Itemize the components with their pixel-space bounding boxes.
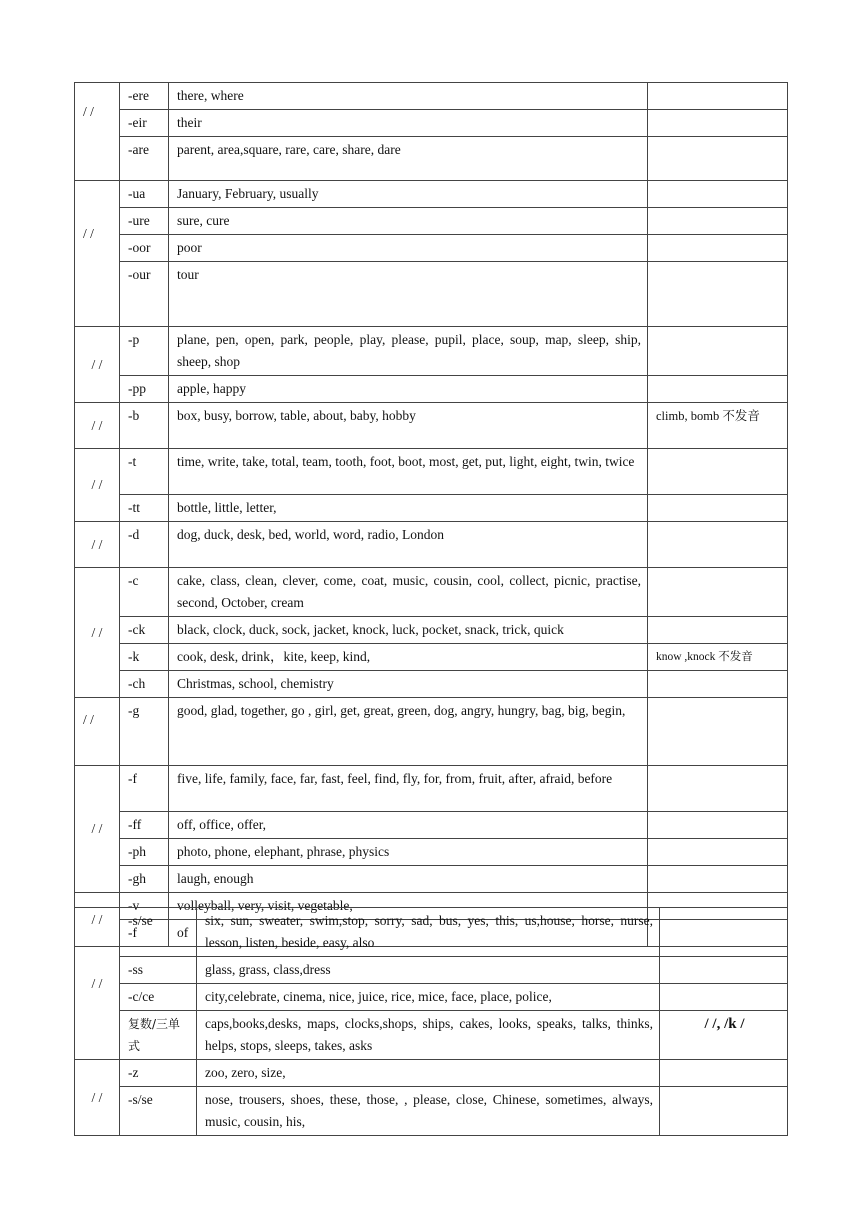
suffix-cell: -ss [120, 957, 197, 984]
note-cell [660, 908, 788, 957]
note-cell [648, 495, 788, 522]
suffix-cell: -ck [120, 617, 169, 644]
suffix-cell: -b [120, 403, 169, 449]
suffix-cell: -c [120, 568, 169, 617]
words-cell: nose, trousers, shoes, these, those, , please, close, Chinese, sometimes, always, music, cousin, his, [197, 1087, 660, 1136]
phoneme-symbol [75, 83, 120, 181]
suffix-cell: -z [120, 1060, 197, 1087]
words-cell: plane, pen, open, park, people, play, please, pupil, place, soup, map, sleep, ship, sheep, shop [169, 327, 648, 376]
suffix-cell: -ff [120, 812, 169, 839]
phoneme-symbol: / / [75, 1060, 120, 1136]
note-cell [648, 698, 788, 766]
suffix-cell: -tt [120, 495, 169, 522]
note-cell [648, 617, 788, 644]
phoneme-symbol: / / [75, 908, 120, 1060]
words-cell: poor [169, 235, 648, 262]
suffix-cell: -ph [120, 839, 169, 866]
note-cell [648, 522, 788, 568]
words-cell: caps,books,desks, maps, clocks,shops, ships, cakes, looks, speaks, talks, thinks, helps, stops, sleeps, takes, asks [197, 1011, 660, 1060]
phoneme-symbol [75, 181, 120, 327]
note-cell [660, 1087, 788, 1136]
words-cell: January, February, usually [169, 181, 648, 208]
note-cell [648, 327, 788, 376]
suffix-cell: -f [120, 920, 169, 947]
note-cell [648, 839, 788, 866]
words-cell: box, busy, borrow, table, about, baby, hobby [169, 403, 648, 449]
note-cell [648, 83, 788, 110]
suffix-cell: -s/se [120, 1087, 197, 1136]
note-cell [648, 262, 788, 327]
words-cell: volleyball, very, visit, vegetable, [169, 893, 648, 920]
suffix-cell: -ch [120, 671, 169, 698]
suffix-cell: -s/se [120, 908, 197, 957]
suffix-cell: -k [120, 644, 169, 671]
note-cell [648, 137, 788, 181]
words-cell: photo, phone, elephant, phrase, physics [169, 839, 648, 866]
words-cell: black, clock, duck, sock, jacket, knock, luck, pocket, snack, trick, quick [169, 617, 648, 644]
words-cell: of [169, 920, 648, 947]
suffix-cell: -our [120, 262, 169, 327]
note-cell [648, 208, 788, 235]
note-cell [660, 957, 788, 984]
phoneme-symbol: / / [75, 449, 120, 522]
phonics-table-2 [74, 907, 788, 1136]
words-cell: their [169, 110, 648, 137]
note-cell [648, 812, 788, 839]
words-cell: five, life, family, face, far, fast, feel, find, fly, for, from, fruit, after, afraid, before [169, 766, 648, 812]
words-cell: apple, happy [169, 376, 648, 403]
note-cell [648, 449, 788, 495]
suffix-cell: -are [120, 137, 169, 181]
words-cell: dog, duck, desk, bed, world, word, radio, London [169, 522, 648, 568]
words-cell: cook, desk, drink，kite, keep, kind, [169, 644, 648, 671]
note-cell [648, 671, 788, 698]
words-cell: glass, grass, class,dress [197, 957, 660, 984]
words-cell: laugh, enough [169, 866, 648, 893]
suffix-cell: -c/ce [120, 984, 197, 1011]
suffix-cell: -p [120, 327, 169, 376]
phoneme-slash: / / [83, 103, 94, 119]
words-cell: six, sun, sweater, swim,stop, sorry, sad, bus, yes, this, us,house, horse, nurse, lesson, listen, beside, easy, also [197, 908, 660, 957]
phoneme-symbol: / / [75, 522, 120, 568]
phoneme-symbol: / / [75, 893, 120, 947]
suffix-cell: 复数/三单式 [120, 1011, 197, 1060]
words-cell: bottle, little, letter, [169, 495, 648, 522]
words-cell: sure, cure [169, 208, 648, 235]
suffix-cell: -eir [120, 110, 169, 137]
suffix-cell: -v [120, 893, 169, 920]
note-cell: / /, /k / [660, 1011, 788, 1060]
words-cell: tour [169, 262, 648, 327]
phoneme-slash: / / [83, 225, 94, 241]
words-cell: cake, class, clean, clever, come, coat, music, cousin, cool, collect, picnic, practise, second, October, cream [169, 568, 648, 617]
words-cell: parent, area,square, rare, care, share, dare [169, 137, 648, 181]
note-cell [648, 235, 788, 262]
suffix-cell: -ua [120, 181, 169, 208]
words-cell: good, glad, together, go , girl, get, great, green, dog, angry, hungry, bag, big, begin, [169, 698, 648, 766]
note-cell [648, 376, 788, 403]
words-cell: city,celebrate, cinema, nice, juice, rice, mice, face, place, police, [197, 984, 660, 1011]
suffix-cell: -oor [120, 235, 169, 262]
words-cell: time, write, take, total, team, tooth, foot, boot, most, get, put, light, eight, twin, twice [169, 449, 648, 495]
note-cell [648, 110, 788, 137]
note-cell [648, 568, 788, 617]
suffix-cell: -pp [120, 376, 169, 403]
suffix-cell: -f [120, 766, 169, 812]
note-cell: know ,knock 不发音 [648, 644, 788, 671]
note-cell [660, 984, 788, 1011]
suffix-cell: -ure [120, 208, 169, 235]
phoneme-symbol: / / [75, 403, 120, 449]
note-cell [648, 766, 788, 812]
note-cell [660, 1060, 788, 1087]
suffix-cell: -t [120, 449, 169, 495]
suffix-cell: -g [120, 698, 169, 766]
phoneme-slash: / / [83, 711, 94, 727]
suffix-cell: -ere [120, 83, 169, 110]
words-cell: zoo, zero, size, [197, 1060, 660, 1087]
words-cell: off, office, offer, [169, 812, 648, 839]
suffix-cell: -gh [120, 866, 169, 893]
words-cell: there, where [169, 83, 648, 110]
note-cell: climb, bomb 不发音 [648, 403, 788, 449]
phoneme-symbol: / / [75, 327, 120, 403]
phoneme-symbol: / / [75, 766, 120, 893]
note-cell [648, 866, 788, 893]
note-cell [648, 181, 788, 208]
words-cell: Christmas, school, chemistry [169, 671, 648, 698]
phoneme-symbol [75, 698, 120, 766]
phonics-table-1 [74, 82, 788, 947]
phoneme-symbol: / / [75, 568, 120, 698]
suffix-cell: -d [120, 522, 169, 568]
